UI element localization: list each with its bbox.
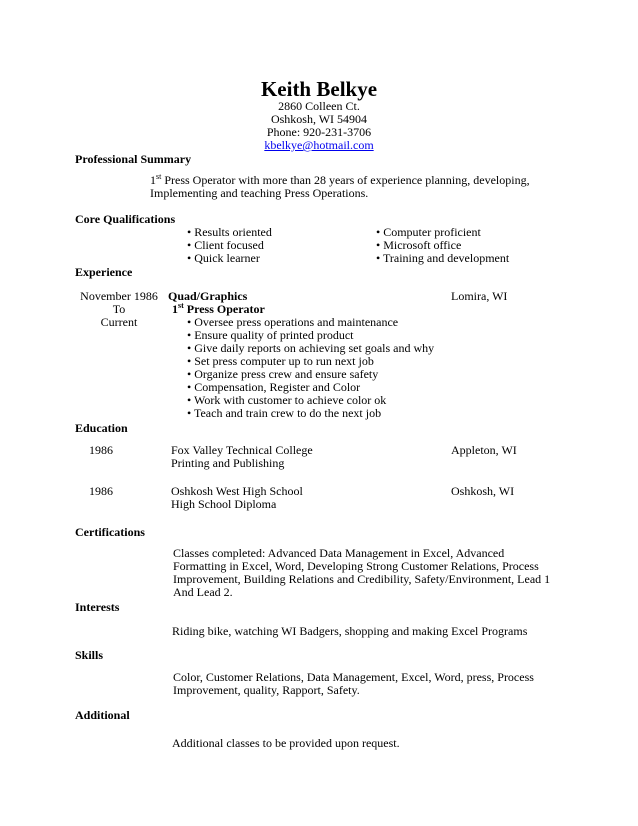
list-item: • Ensure quality of printed product [187, 328, 354, 342]
list-item: • Give daily reports on achieving set goals and why [187, 341, 435, 355]
certifications-line: Formatting in Excel, Word, Developing Strong Customer Relations, Process [173, 559, 539, 573]
phone: Phone: 920-231-3706 [266, 125, 372, 139]
certifications-line: And Lead 2. [173, 585, 233, 599]
experience-date-end: Current [100, 315, 138, 329]
list-item: • Microsoft office [376, 238, 462, 252]
job-title-text: Press Operator [183, 302, 265, 316]
education-year: 1986 [89, 443, 113, 457]
section-heading-certifications: Certifications [75, 525, 145, 539]
experience-company: Quad/Graphics [168, 289, 248, 303]
section-heading-additional: Additional [75, 708, 130, 722]
education-program: Printing and Publishing [171, 456, 285, 470]
interests-text: Riding bike, watching WI Badgers, shopping and making Excel Programs [172, 624, 528, 638]
experience-location: Lomira, WI [451, 289, 508, 303]
section-heading-qualifications: Core Qualifications [75, 212, 176, 226]
list-item: • Results oriented [187, 225, 272, 239]
list-item: • Computer proficient [376, 225, 481, 239]
list-item: • Teach and train crew to do the next job [187, 406, 382, 420]
certifications-line: Improvement, Building Relations and Credibility, Safety/Environment, Lead 1 [173, 572, 551, 586]
job-title-ordinal: 1 [172, 302, 178, 316]
list-item: • Set press computer up to run next job [187, 354, 374, 368]
list-item: • Compensation, Register and Color [187, 380, 361, 394]
education-school: Fox Valley Technical College [171, 443, 313, 457]
address-line-1: 2860 Colleen Ct. [278, 99, 360, 113]
certifications-line: Classes completed: Advanced Data Management in Excel, Advanced [173, 546, 505, 560]
list-item: • Training and development [376, 251, 510, 265]
list-item: • Organize press crew and ensure safety [187, 367, 379, 381]
list-item: • Client focused [187, 238, 264, 252]
summary-line-2: Implementing and teaching Press Operations. [150, 186, 369, 200]
section-heading-experience: Experience [75, 265, 133, 279]
skills-line: Improvement, quality, Rapport, Safety. [173, 683, 360, 697]
email-row [0, 139, 638, 152]
section-heading-interests: Interests [75, 600, 120, 614]
education-school: Oshkosh West High School [171, 484, 303, 498]
summary-ordinal: 1 [150, 173, 156, 187]
section-heading-skills: Skills [75, 648, 104, 662]
section-heading-education: Education [75, 421, 128, 435]
section-heading-summary: Professional Summary [75, 152, 192, 166]
experience-date-to: To [112, 302, 126, 316]
email-link[interactable]: kbelkye@hotmail.com [264, 138, 374, 152]
candidate-name: Keith Belkye [260, 77, 378, 101]
education-year: 1986 [89, 484, 113, 498]
summary-ordinal-suffix: st [156, 172, 162, 181]
education-location: Appleton, WI [451, 443, 517, 457]
list-item: • Quick learner [187, 251, 260, 265]
additional-text: Additional classes to be provided upon request. [172, 736, 400, 750]
list-item: • Oversee press operations and maintenance [187, 315, 399, 329]
skills-line: Color, Customer Relations, Data Management, Excel, Word, press, Process [173, 670, 534, 684]
job-title-ordinal-suffix: st [178, 301, 184, 310]
address-line-2: Oshkosh, WI 54904 [270, 112, 368, 126]
summary-line-1-text: Press Operator with more than 28 years of experience planning, developing, [161, 173, 530, 187]
list-item: • Work with customer to achieve color ok [187, 393, 387, 407]
education-program: High School Diploma [171, 497, 277, 511]
education-location: Oshkosh, WI [451, 484, 515, 498]
experience-date-start: November 1986 [80, 289, 158, 303]
